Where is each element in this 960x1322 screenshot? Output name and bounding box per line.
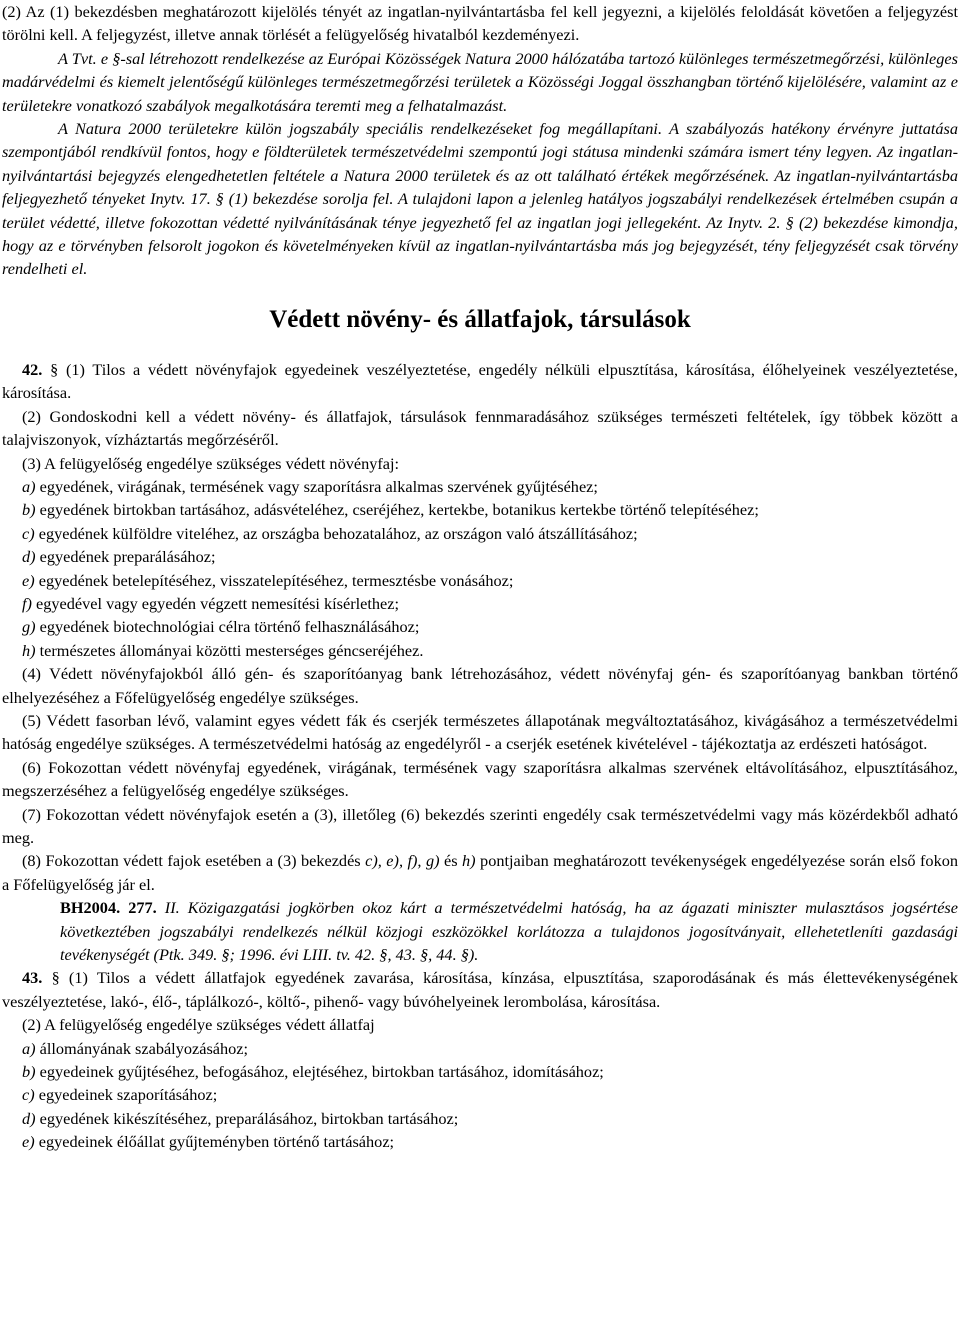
court-decision-text: II. Közigazgatási jogkörben okoz kárt a természetvédelmi hatóság, ha az ágazati miniszter mulasztásos jogsértése következtében jogszabályi rendelkezés nélkül közjogi eszközökkel korlátozza a tulajdonos jogosítványait, ellehetetleníti gazdasági tevékenységét (Ptk. 349. §; 1996. évi LIII. tv. 42. §, 43. §, 44. §). (60, 898, 958, 965)
section-42-paragraph-3: (3) A felügyelőség engedélye szükséges védett növényfaj: (22, 453, 400, 473)
list-item: h) természetes állományai közötti mesterséges géncseréjéhez. (22, 640, 424, 660)
section-43-list (2, 1037, 958, 1154)
section-42-list (2, 475, 958, 662)
court-decision-note (2, 896, 958, 966)
section-42-text-1: § (1) Tilos a védett növényfajok egyedeinek veszélyeztetése, engedély nélküli elpusztítása, károsítása, élőhelyeinek veszélyeztetése, károsítása. (2, 359, 958, 403)
list-item: a) egyedének, virágának, termésének vagy szaporításra alkalmas szervének gyűjtéséhez; (22, 476, 598, 496)
list-item: e) egyedeinek élőállat gyűjteményben történő tartásához; (22, 1132, 395, 1152)
commentary-paragraph-1: A Tvt. e §-sal létrehozott rendelkezése az Európai Közösségek Natura 2000 hálózatába tartozó különleges természetmegőrzési, különleges madárvédelmi és kiemelt jelentőségű különleges természetmegőrzési területek a Közösségi Joggal összhangban történő kijelölésére, valamint az e területekre vonatkozó szabályok megalkotására teremti meg a felhatalmazást. (2, 48, 958, 115)
list-item: d) egyedének preparálásához; (22, 547, 216, 567)
section-42-paragraph-8: (8) Fokozottan védett fajok esetében a (3) bekezdés c), e), f), g) és h) pontjaiban meghatározott tevékenységek engedélyezése során első fokon a Főfelügyelőség jár el. (2, 851, 958, 894)
section-43-paragraph-1 (2, 966, 958, 1013)
list-item: g) egyedének biotechnológiai célra történő felhasználásához; (22, 617, 420, 637)
paragraph-intro: (2) Az (1) bekezdésben meghatározott kijelölés tényét az ingatlan-nyilvántartásba fel kell jegyezni, a kijelölés feloldását követően a feljegyzést törölni kell. A feljegyzést, illetve annak törlését a felügyelőség hivatalból kezdeményezi. (2, 2, 958, 45)
section-42-paragraph-7: (7) Fokozottan védett növényfajok esetén a (3), illetőleg (6) bekezdés szerinti engedély csak természetvédelmi vagy más közérdekből adható meg. (2, 804, 958, 847)
list-item: b) egyedének birtokban tartásához, adásvételéhez, cseréjéhez, kertekbe, botanikus kertekbe történő telepítéséhez; (22, 500, 759, 520)
section-42-number: 42. (22, 359, 43, 379)
section-42-paragraph-5: (5) Védett fasorban lévő, valamint egyes védett fák és cserjék természetes állapotának megváltoztatásához, kivágásához a természetvédelmi hatóság engedélye szükséges. A természetvédelmi hatóság az engedélyről - a cserjék esetének kivételével - tájékoztatja az erdészeti hatóságot. (2, 710, 958, 754)
section-heading: Védett növény- és állatfajok, társulások (269, 305, 691, 333)
list-item: a) állományának szabályozásához; (22, 1038, 249, 1058)
section-43-text-1: § (1) Tilos a védett állatfajok egyedének zavarása, károsítása, kínzása, elpusztítása, szaporodásának és más élettevékenységének veszélyeztetése, lakó-, élő-, táplálkozó-, költő-, pihenő- vagy búvóhelyeinek lerombolása, károsítása. (2, 968, 958, 1011)
list-item: f) egyedével vagy egyedén végzett nemesítési kísérlethez; (22, 593, 400, 613)
section-42-paragraph-2: (2) Gondoskodni kell a védett növény- és állatfajok, társulások fennmaradásához szükséges természeti feltételek, így többek között a talajviszonyok, vízháztartás megőrzéséről. (2, 406, 958, 450)
list-item: d) egyedének kikészítéséhez, preparálásához, birtokban tartásához; (22, 1108, 459, 1128)
list-item: b) egyedeinek gyűjtéséhez, befogásához, elejtéséhez, birtokban tartásához, idomításához; (22, 1062, 604, 1082)
section-43-number: 43. (22, 968, 43, 988)
section-42-paragraph-6: (6) Fokozottan védett növényfaj egyedének, virágának, termésének vagy szaporításra alkalmas szervének eltávolításához, elpusztításához, megszerzéséhez a felügyelőség engedélye szükséges. (2, 757, 958, 801)
list-item: c) egyedeinek szaporításához; (22, 1085, 218, 1105)
court-decision-reference: BH2004. 277. (60, 898, 157, 918)
list-item: e) egyedének betelepítéséhez, visszatelepítéséhez, termesztésbe vonásához; (22, 570, 514, 590)
list-item: c) egyedének külföldre viteléhez, az országba behozatalához, az országon való átszállításához; (22, 523, 638, 543)
section-42-paragraph-4: (4) Védett növényfajokból álló gén- és szaporítóanyag bank létrehozásához, védett növényfaj gén- és szaporítóanyag bankban történő elhelyezéséhez a Főfelügyelőség engedélye szükséges. (2, 664, 958, 707)
section-42-paragraph-1 (2, 358, 958, 405)
commentary-paragraph-2: A Natura 2000 területekre külön jogszabály speciális rendelkezéseket fog megállapítani. A szabályozás hatékony érvényre juttatása szempontjából rendkívül fontos, hogy e földterületek természetvédelmi szempontú jogi státusa mindenki számára ismert tény legyen. Az ingatlan-nyilvántartási bejegyzés elengedhetetlen feltétele a Natura 2000 területek és az ott található értékek megőrzésének. Az ingatlan-nyilvántartásba feljegyezhető tényeket Inytv. 17. § (1) bekezdése sorolja fel. A tulajdoni lapon a jelenleg hatályos jogszabályi rendelkezések értelmében csupán a terület védetté, illetve fokozottan védetté nyilvánításának ténye jegyezhető fel az ingatlan jogi jellegeként. Az Inytv. 2. § (2) bekezdése kimondja, hogy az e törvényben felsorolt jogokon és követelményeken kívül az ingatlan-nyilvántartásba más jog bejegyzését, tény feljegyzését csak törvény rendelheti el. (2, 119, 958, 279)
section-43-paragraph-2: (2) A felügyelőség engedélye szükséges védett állatfaj (22, 1015, 375, 1035)
